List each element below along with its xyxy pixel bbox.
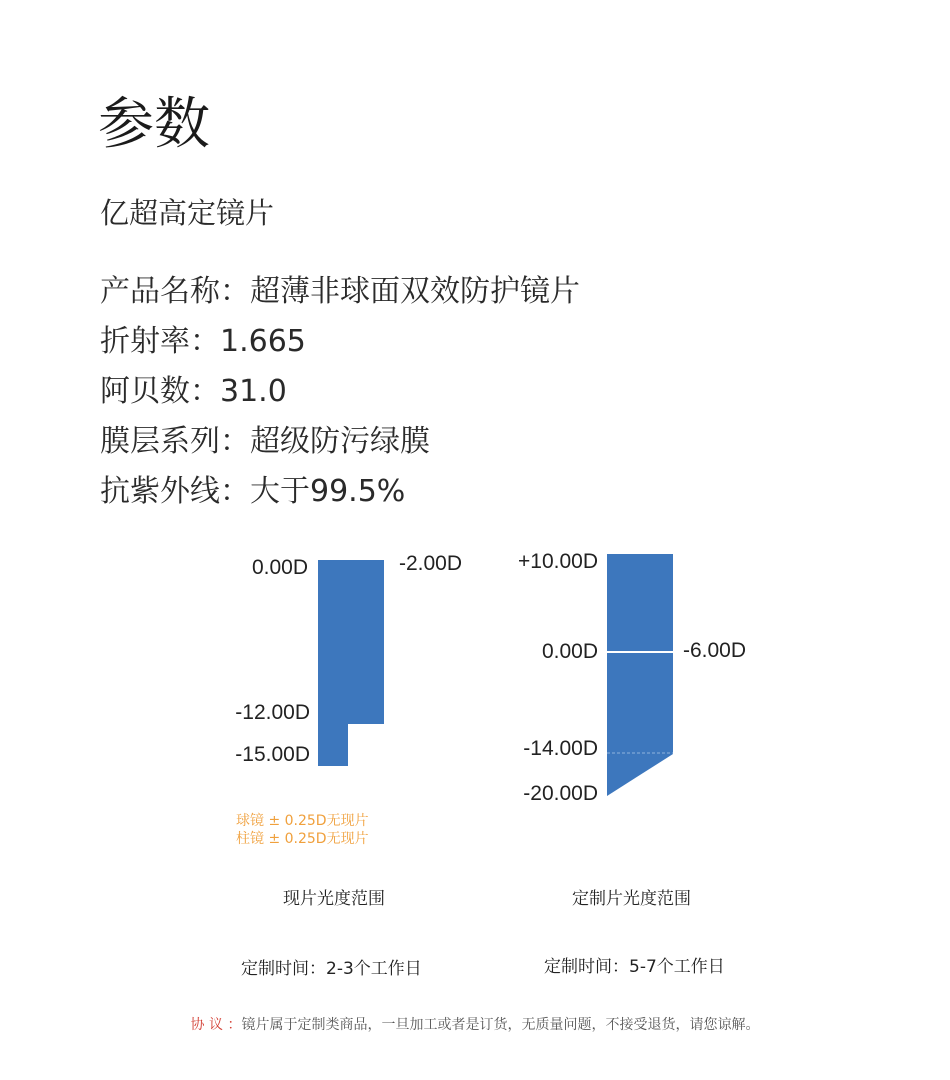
- page-title: 参数: [98, 92, 210, 157]
- stock-sph-top-label: 0.00D: [251, 556, 308, 579]
- custom-cyl-mid-label: -6.00D: [683, 639, 747, 662]
- agreement-text: 镜片属于定制类商品，一旦加工或者是订货，无质量问题，不接受退货，请您谅解。: [241, 1017, 760, 1033]
- custom-sph-bottom-label: -20.00D: [523, 782, 598, 805]
- custom-sph-zero-label: 0.00D: [541, 640, 598, 663]
- agreement-notice: [0, 1015, 950, 1035]
- product-subtitle: 亿超高定镜片: [100, 196, 275, 230]
- spec-refractive-index: 折射率：1.665: [100, 324, 306, 359]
- stock-lead-time: 定制时间：2-3个工作日: [241, 959, 422, 979]
- stock-tolerance-cyl: 柱镜 ± 0.25D无现片: [236, 831, 369, 847]
- custom-lead-time: 定制时间：5-7个工作日: [544, 957, 725, 977]
- spec-coating-series: 膜层系列：超级防污绿膜: [100, 424, 430, 459]
- spec-uv-protection: 抗紫外线：大于99.5%: [100, 474, 406, 509]
- agreement-label: 协 议 ：: [190, 1017, 242, 1033]
- stock-sph-bottom-label: -15.00D: [235, 743, 310, 766]
- custom-sph-mid-label: -14.00D: [523, 737, 598, 760]
- stock-range-bar: [318, 560, 384, 766]
- spec-abbe-number: 阿贝数：31.0: [100, 374, 287, 409]
- stock-tolerance-sph: 球镜 ± 0.25D无现片: [236, 813, 369, 829]
- custom-sph-top-label: +10.00D: [518, 550, 598, 573]
- custom-range-bar: [607, 554, 673, 796]
- spec-product-name: 产品名称：超薄非球面双效防护镜片: [100, 274, 580, 309]
- custom-range-caption: 定制片光度范围: [572, 889, 691, 909]
- stock-sph-mid-label: -12.00D: [235, 701, 310, 724]
- stock-range-caption: 现片光度范围: [283, 889, 385, 909]
- stock-cyl-top-label: -2.00D: [399, 552, 463, 575]
